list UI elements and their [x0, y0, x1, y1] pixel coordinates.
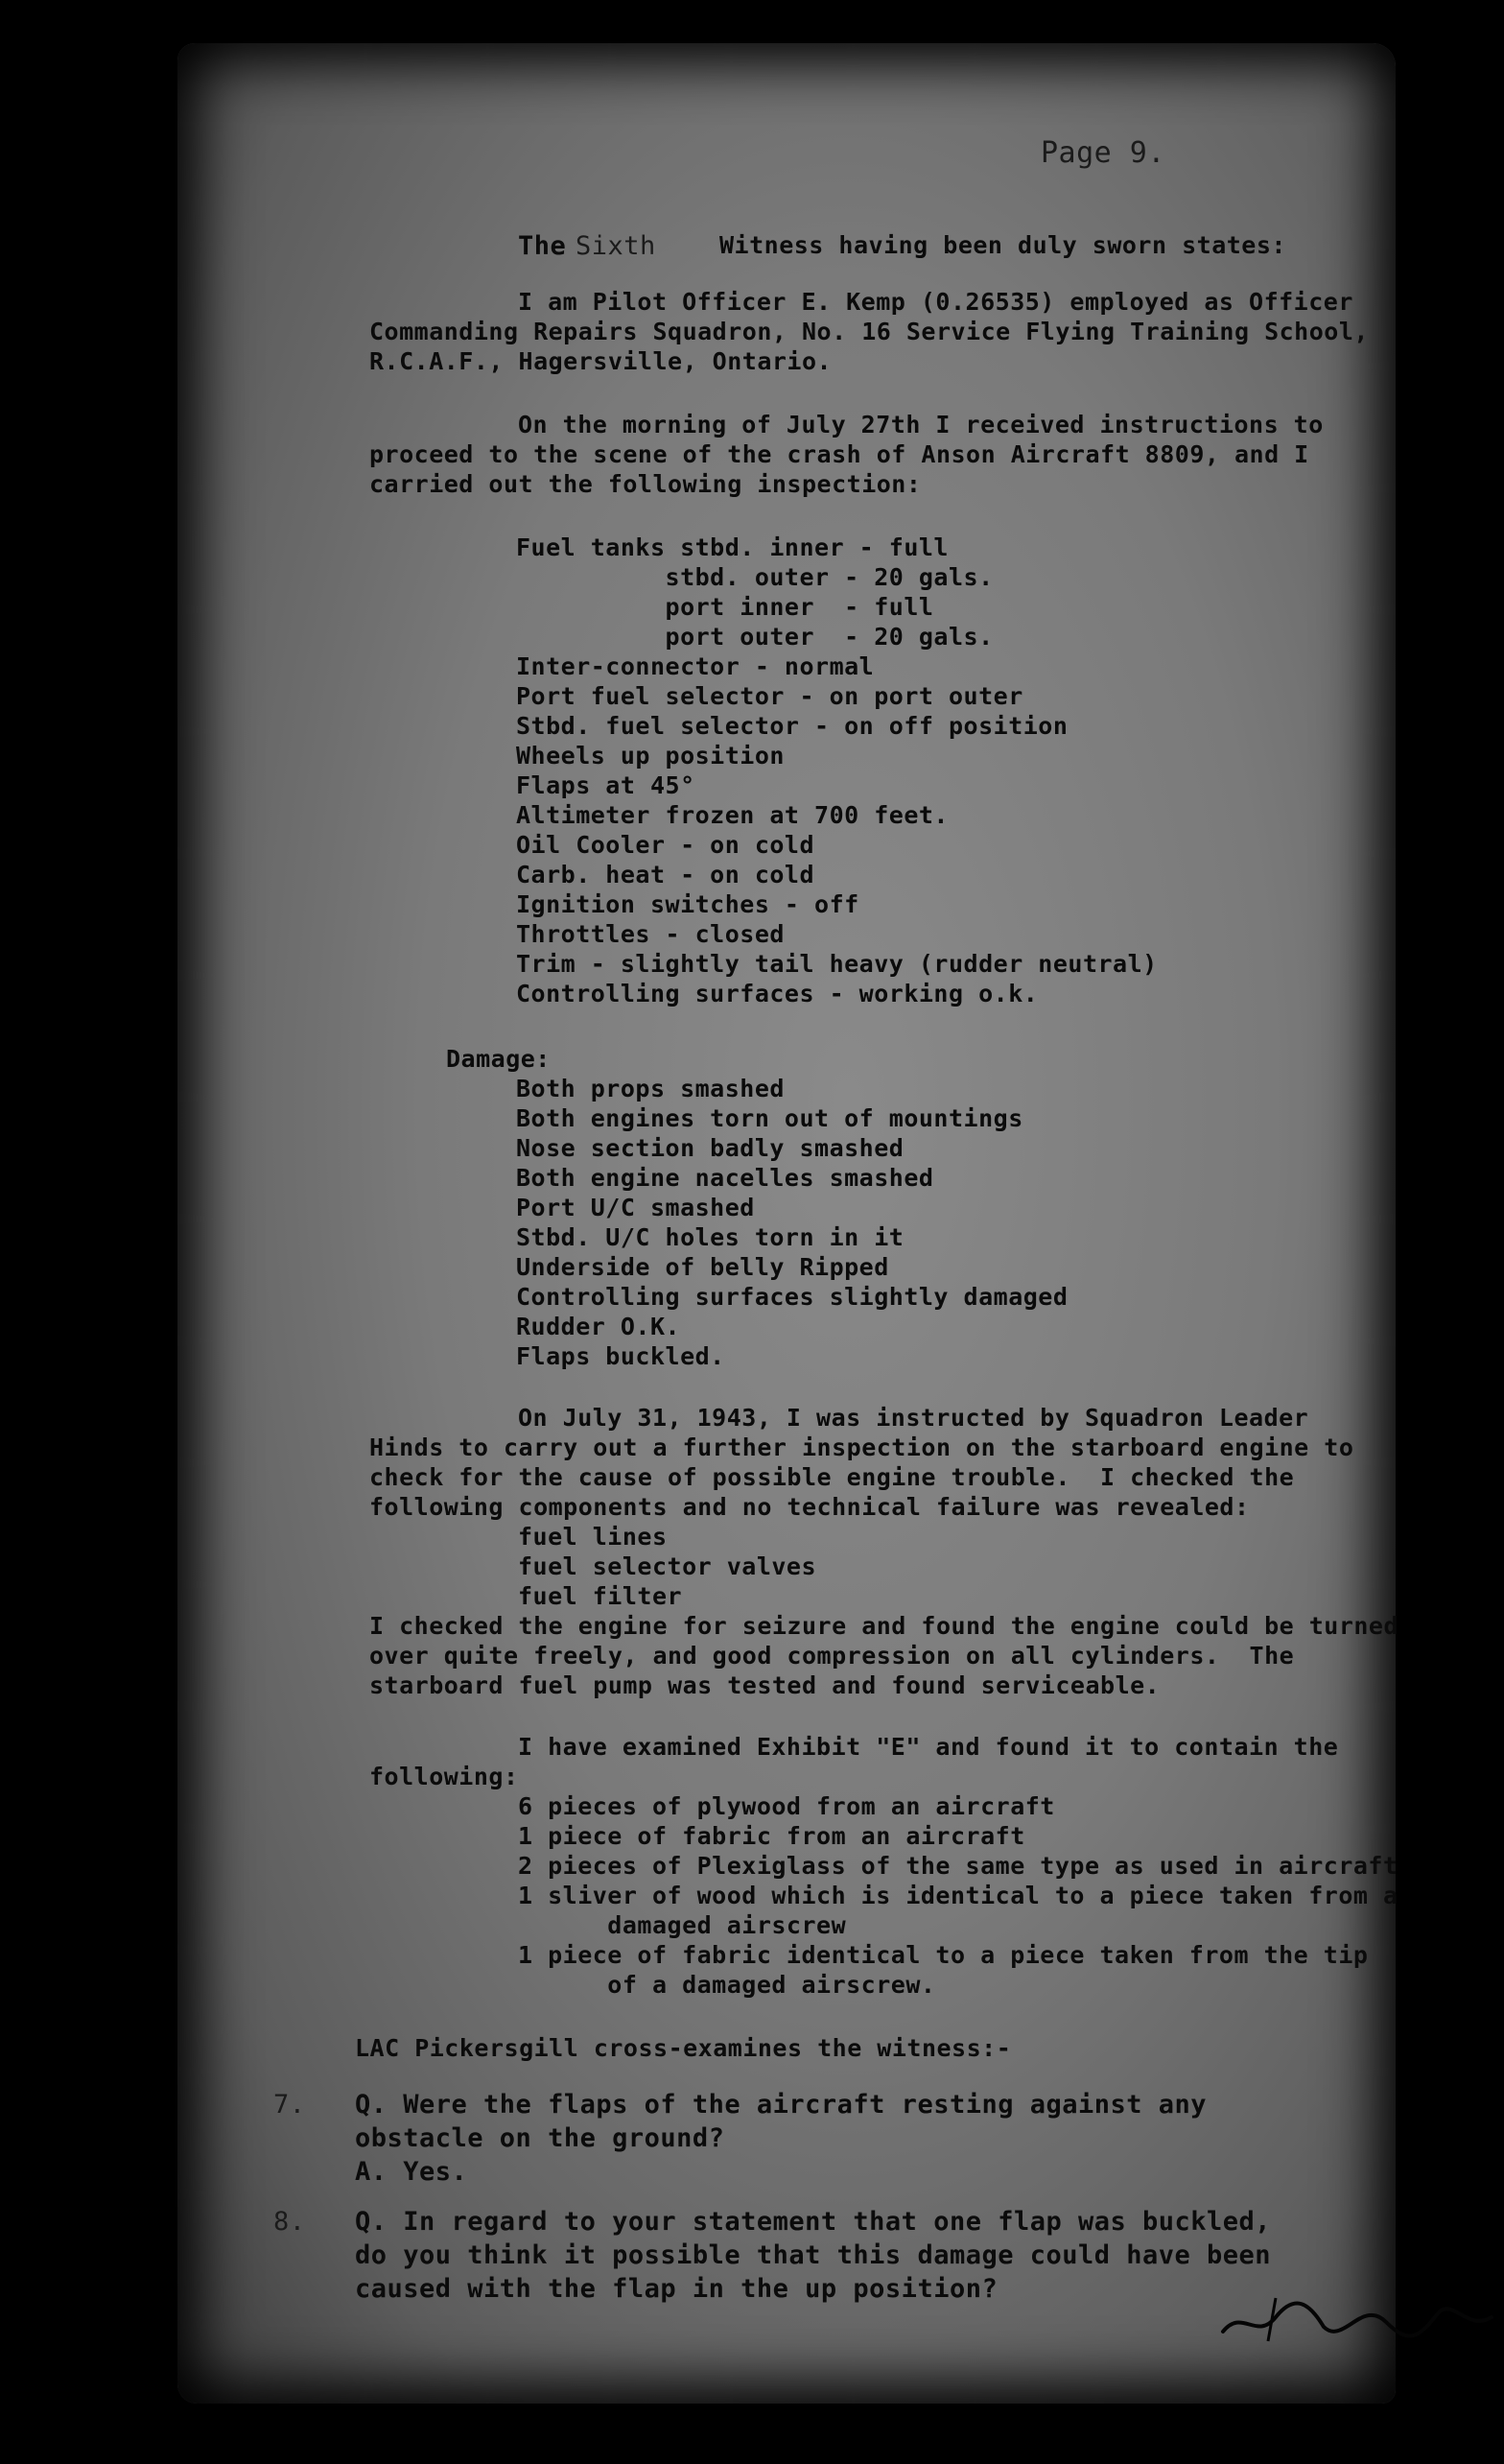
damage-label: Damage:	[446, 1045, 551, 1073]
para1-line: R.C.A.F., Hagersville, Ontario.	[369, 347, 833, 375]
para4-line: I checked the engine for seizure and found the engine could be turned	[369, 1612, 1399, 1640]
inspection-item: Controlling surfaces - working o.k.	[516, 980, 1039, 1007]
exhibit-item: 1 piece of fabric identical to a piece taken from the tip	[518, 1941, 1369, 1969]
damage-item: Nose section badly smashed	[516, 1134, 905, 1162]
heading-rest: Witness having been duly sworn states:	[719, 231, 1286, 259]
inspection-item: Stbd. fuel selector - on off position	[516, 712, 1069, 740]
exhibit-item: of a damaged airscrew.	[518, 1971, 936, 1999]
inspection-item: Inter-connector - normal	[516, 652, 875, 680]
question-line: obstacle on the ground?	[355, 2123, 725, 2153]
damage-item: Rudder O.K.	[516, 1313, 681, 1340]
heading-the: The	[518, 231, 567, 261]
document-page	[177, 43, 1399, 2404]
inspection-item: Port fuel selector - on port outer	[516, 682, 1023, 710]
answer-line: A. Yes.	[355, 2157, 468, 2187]
inspection-item: port outer - 20 gals.	[516, 623, 994, 651]
inspection-item: port inner - full	[516, 593, 934, 621]
para5-line: I have examined Exhibit "E" and found it to contain the	[518, 1733, 1339, 1761]
para2-line: proceed to the scene of the crash of Anson Aircraft 8809, and I	[369, 440, 1309, 468]
damage-item: Controlling surfaces slightly damaged	[516, 1283, 1069, 1311]
inspection-item: Carb. heat - on cold	[516, 861, 815, 888]
component-item: fuel selector valves	[518, 1552, 817, 1580]
question-number: 7.	[273, 2090, 306, 2120]
question-line: Q. In regard to your statement that one flap was buckled,	[355, 2207, 1272, 2237]
inspection-item: Fuel tanks stbd. inner - full	[516, 533, 949, 561]
exhibit-item: 1 piece of fabric from an aircraft	[518, 1822, 1025, 1850]
exhibit-item: 2 pieces of Plexiglass of the same type as used in aircraft	[518, 1852, 1398, 1880]
para3-line: On July 31, 1943, I was instructed by Squadron Leader	[518, 1404, 1309, 1432]
para2-line: carried out the following inspection:	[369, 470, 922, 498]
exhibit-item: 6 pieces of plywood from an aircraft	[518, 1792, 1055, 1820]
inspection-item: Trim - slightly tail heavy (rudder neutral)	[516, 950, 1158, 978]
cross-exam-heading: LAC Pickersgill cross-examines the witness:-	[355, 2034, 1012, 2062]
damage-item: Both engines torn out of mountings	[516, 1104, 1023, 1132]
damage-item: Stbd. U/C holes torn in it	[516, 1223, 905, 1251]
inspection-item: Oil Cooler - on cold	[516, 831, 815, 859]
damage-item: Both props smashed	[516, 1075, 785, 1102]
component-item: fuel lines	[518, 1523, 668, 1551]
para5-line: following:	[369, 1763, 519, 1790]
question-line: Q. Were the flaps of the aircraft resting against any	[355, 2090, 1208, 2120]
damage-item: Underside of belly Ripped	[516, 1253, 889, 1281]
para3-line: Hinds to carry out a further inspection on the starboard engine to	[369, 1433, 1354, 1461]
question-line: caused with the flap in the up position?	[355, 2274, 999, 2304]
para4-line: over quite freely, and good compression on all cylinders. The	[369, 1642, 1295, 1670]
para4-line: starboard fuel pump was tested and found serviceable.	[369, 1671, 1161, 1699]
damage-item: Flaps buckled.	[516, 1342, 725, 1370]
para2-line: On the morning of July 27th I received instructions to	[518, 411, 1324, 438]
damage-item: Both engine nacelles smashed	[516, 1164, 934, 1192]
question-number: 8.	[273, 2207, 306, 2237]
inspection-item: Flaps at 45°	[516, 771, 695, 799]
question-line: do you think it possible that this damage could have been	[355, 2240, 1272, 2270]
exhibit-item: damaged airscrew	[518, 1911, 847, 1939]
heading-sixth: Sixth	[576, 231, 656, 261]
para1-line: I am Pilot Officer E. Kemp (0.26535) employed as Officer	[518, 288, 1353, 316]
inspection-item: stbd. outer - 20 gals.	[516, 563, 994, 591]
handwritten-signature	[1218, 2288, 1496, 2346]
inspection-item: Throttles - closed	[516, 920, 785, 948]
component-item: fuel filter	[518, 1582, 683, 1610]
inspection-item: Ignition switches - off	[516, 890, 859, 918]
inspection-item: Wheels up position	[516, 742, 785, 770]
inspection-item: Altimeter frozen at 700 feet.	[516, 801, 949, 829]
damage-item: Port U/C smashed	[516, 1194, 755, 1221]
para3-line: following components and no technical failure was revealed:	[369, 1493, 1250, 1521]
para3-line: check for the cause of possible engine trouble. I checked the	[369, 1463, 1295, 1491]
para1-line: Commanding Repairs Squadron, No. 16 Service Flying Training School,	[369, 318, 1369, 345]
exhibit-item: 1 sliver of wood which is identical to a piece taken from a	[518, 1882, 1398, 1909]
page-number: Page 9.	[1041, 136, 1165, 170]
